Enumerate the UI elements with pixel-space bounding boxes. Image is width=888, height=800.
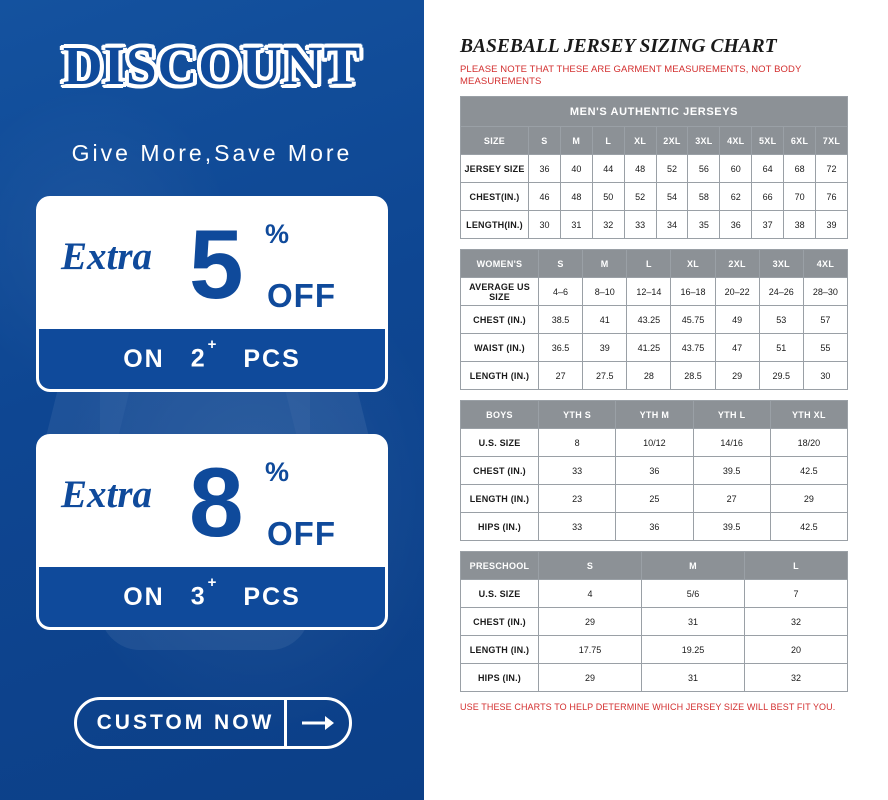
column-header: XL xyxy=(671,250,715,278)
column-header: S xyxy=(529,127,561,155)
table-header-row xyxy=(461,250,848,278)
cell: 76 xyxy=(816,183,848,211)
cell: 20–22 xyxy=(715,278,759,306)
offer-on-label: ON xyxy=(123,582,165,611)
cell: 53 xyxy=(759,306,803,334)
cell: 30 xyxy=(803,362,847,390)
offer-pcs-label: PCS xyxy=(243,582,301,611)
cell: 18/20 xyxy=(770,429,847,457)
row-label: CHEST(IN.) xyxy=(461,183,529,211)
cell: 28.5 xyxy=(671,362,715,390)
cell: 24–26 xyxy=(759,278,803,306)
cell: 10/12 xyxy=(616,429,693,457)
cell: 29 xyxy=(539,664,642,692)
offer-qty: 2+ xyxy=(190,336,219,373)
cell: 4 xyxy=(539,580,642,608)
column-header: 3XL xyxy=(688,127,720,155)
cell: 34 xyxy=(656,211,688,239)
cell: 39.5 xyxy=(693,513,770,541)
table-row xyxy=(461,485,848,513)
cell: 31 xyxy=(560,211,592,239)
cell: 45.75 xyxy=(671,306,715,334)
row-label: JERSEY SIZE xyxy=(461,155,529,183)
row-label: LENGTH (IN.) xyxy=(461,636,539,664)
table-header-row xyxy=(461,127,848,155)
offer-card-top xyxy=(39,437,385,567)
cell: 43.25 xyxy=(627,306,671,334)
cell: 31 xyxy=(642,608,745,636)
custom-now-button[interactable] xyxy=(74,697,352,749)
row-label: LENGTH(IN.) xyxy=(461,211,529,239)
cell: 27 xyxy=(693,485,770,513)
column-header: S xyxy=(539,250,583,278)
cell: 30 xyxy=(529,211,561,239)
column-header: 2XL xyxy=(656,127,688,155)
cell: 17.75 xyxy=(539,636,642,664)
row-label: WAIST (IN.) xyxy=(461,334,539,362)
cell: 40 xyxy=(560,155,592,183)
page-title: DISCOUNT xyxy=(62,35,362,96)
table-header-row xyxy=(461,401,848,429)
table-row xyxy=(461,664,848,692)
cell: 28–30 xyxy=(803,278,847,306)
offer-off-label: OFF xyxy=(267,277,336,314)
cell: 57 xyxy=(803,306,847,334)
cell: 27.5 xyxy=(583,362,627,390)
column-header: WOMEN'S xyxy=(461,250,539,278)
cell: 44 xyxy=(592,155,624,183)
table-row xyxy=(461,334,848,362)
cell: 46 xyxy=(529,183,561,211)
column-header: PRESCHOOL xyxy=(461,552,539,580)
table-row xyxy=(461,183,848,211)
promo-tagline: Give More,Save More xyxy=(71,140,353,166)
cell: 37 xyxy=(752,211,784,239)
table-row xyxy=(461,457,848,485)
mens-sizing-table xyxy=(460,96,848,239)
column-header: 4XL xyxy=(803,250,847,278)
offer-on-label: ON xyxy=(123,344,165,373)
row-label: CHEST (IN.) xyxy=(461,306,539,334)
cell: 39 xyxy=(583,334,627,362)
offer-extra-label: Extra xyxy=(61,235,153,278)
cell: 32 xyxy=(592,211,624,239)
cell: 8 xyxy=(539,429,616,457)
row-label: CHEST (IN.) xyxy=(461,608,539,636)
table-band-row xyxy=(461,97,848,127)
offer-percent-symbol: % xyxy=(265,457,290,487)
sizing-chart-note: PLEASE NOTE THAT THESE ARE GARMENT MEASUREMENTS, NOT BODY MEASUREMENTS xyxy=(460,64,802,87)
row-label: CHEST (IN.) xyxy=(461,457,539,485)
cell: 38 xyxy=(784,211,816,239)
cell: 66 xyxy=(752,183,784,211)
offer-card-top xyxy=(39,199,385,329)
column-header: S xyxy=(539,552,642,580)
offer-discount-number: 5 xyxy=(189,209,244,319)
row-label: U.S. SIZE xyxy=(461,429,539,457)
table-band-label: MEN'S AUTHENTIC JERSEYS xyxy=(461,97,848,127)
table-row xyxy=(461,513,848,541)
cell: 29 xyxy=(770,485,847,513)
cell: 42.5 xyxy=(770,457,847,485)
row-label: HIPS (IN.) xyxy=(461,664,539,692)
column-header: M xyxy=(560,127,592,155)
cell: 54 xyxy=(656,183,688,211)
promo-inner xyxy=(0,0,424,800)
cell: 42.5 xyxy=(770,513,847,541)
cell: 47 xyxy=(715,334,759,362)
cell: 36 xyxy=(616,513,693,541)
cell: 41.25 xyxy=(627,334,671,362)
cell: 68 xyxy=(784,155,816,183)
column-header: L xyxy=(745,552,848,580)
cell: 36 xyxy=(529,155,561,183)
column-header: L xyxy=(627,250,671,278)
column-header: XL xyxy=(624,127,656,155)
cell: 48 xyxy=(624,155,656,183)
arrow-right-icon xyxy=(287,700,349,746)
cell: 70 xyxy=(784,183,816,211)
cell: 23 xyxy=(539,485,616,513)
cell: 36 xyxy=(720,211,752,239)
cell: 58 xyxy=(688,183,720,211)
cell: 39 xyxy=(816,211,848,239)
cell: 33 xyxy=(539,513,616,541)
offer-condition-bar xyxy=(39,329,385,389)
cell: 51 xyxy=(759,334,803,362)
cell: 7 xyxy=(745,580,848,608)
cell: 33 xyxy=(539,457,616,485)
table-row xyxy=(461,608,848,636)
cell: 38.5 xyxy=(539,306,583,334)
offer-percent-symbol: % xyxy=(265,219,290,249)
row-label: AVERAGE US SIZE xyxy=(461,278,539,306)
offer-qty: 3+ xyxy=(190,574,219,611)
column-header: M xyxy=(583,250,627,278)
offer-condition-bar xyxy=(39,567,385,627)
sizing-chart-title: BASEBALL JERSEY SIZING CHART xyxy=(460,36,777,57)
column-header: 5XL xyxy=(752,127,784,155)
column-header: YTH M xyxy=(616,401,693,429)
offer-off-label: OFF xyxy=(267,515,336,552)
offer-discount-number: 8 xyxy=(189,447,244,557)
cell: 60 xyxy=(720,155,752,183)
cell: 29 xyxy=(539,608,642,636)
cell: 25 xyxy=(616,485,693,513)
discount-promo-panel xyxy=(0,0,424,800)
table-row xyxy=(461,429,848,457)
column-header: BOYS xyxy=(461,401,539,429)
table-row xyxy=(461,306,848,334)
row-label: LENGTH (IN.) xyxy=(461,362,539,390)
column-header: 7XL xyxy=(816,127,848,155)
table-row xyxy=(461,580,848,608)
cell: 5/6 xyxy=(642,580,745,608)
row-label: LENGTH (IN.) xyxy=(461,485,539,513)
cell: 19.25 xyxy=(642,636,745,664)
column-header: 4XL xyxy=(720,127,752,155)
cell: 12–14 xyxy=(627,278,671,306)
cell: 39.5 xyxy=(693,457,770,485)
cell: 27 xyxy=(539,362,583,390)
cell: 8–10 xyxy=(583,278,627,306)
row-label: U.S. SIZE xyxy=(461,580,539,608)
cell: 28 xyxy=(627,362,671,390)
cell: 48 xyxy=(560,183,592,211)
row-label: HIPS (IN.) xyxy=(461,513,539,541)
cell: 33 xyxy=(624,211,656,239)
cell: 52 xyxy=(624,183,656,211)
cell: 50 xyxy=(592,183,624,211)
table-row xyxy=(461,278,848,306)
cell: 16–18 xyxy=(671,278,715,306)
cell: 72 xyxy=(816,155,848,183)
custom-now-label: CUSTOM NOW xyxy=(96,711,275,734)
column-header: SIZE xyxy=(461,127,529,155)
column-header: 6XL xyxy=(784,127,816,155)
cell: 29.5 xyxy=(759,362,803,390)
sizing-footer-note: USE THESE CHARTS TO HELP DETERMINE WHICH JERSEY SIZE WILL BEST FIT YOU. xyxy=(460,702,836,712)
cell: 29 xyxy=(715,362,759,390)
cell: 41 xyxy=(583,306,627,334)
cell: 36.5 xyxy=(539,334,583,362)
offer-card-8-percent[interactable] xyxy=(36,434,388,630)
cell: 56 xyxy=(688,155,720,183)
offer-card-5-percent[interactable] xyxy=(36,196,388,392)
column-header: YTH S xyxy=(539,401,616,429)
cell: 43.75 xyxy=(671,334,715,362)
preschool-sizing-table xyxy=(460,551,848,692)
cell: 35 xyxy=(688,211,720,239)
table-row xyxy=(461,155,848,183)
cell: 31 xyxy=(642,664,745,692)
table-row xyxy=(461,636,848,664)
cell: 49 xyxy=(715,306,759,334)
column-header: YTH XL xyxy=(770,401,847,429)
cell: 55 xyxy=(803,334,847,362)
table-header-row xyxy=(461,552,848,580)
cell: 14/16 xyxy=(693,429,770,457)
table-row xyxy=(461,362,848,390)
offer-pcs-label: PCS xyxy=(243,344,301,373)
table-row xyxy=(461,211,848,239)
offer-extra-label: Extra xyxy=(61,473,153,516)
cell: 20 xyxy=(745,636,848,664)
cell: 32 xyxy=(745,664,848,692)
column-header: M xyxy=(642,552,745,580)
boys-sizing-table xyxy=(460,400,848,541)
cell: 36 xyxy=(616,457,693,485)
column-header: 3XL xyxy=(759,250,803,278)
womens-sizing-table xyxy=(460,249,848,390)
column-header: YTH L xyxy=(693,401,770,429)
column-header: 2XL xyxy=(715,250,759,278)
cell: 4–6 xyxy=(539,278,583,306)
cell: 32 xyxy=(745,608,848,636)
cell: 62 xyxy=(720,183,752,211)
sizing-chart-panel xyxy=(424,0,888,800)
cell: 64 xyxy=(752,155,784,183)
cell: 52 xyxy=(656,155,688,183)
column-header: L xyxy=(592,127,624,155)
